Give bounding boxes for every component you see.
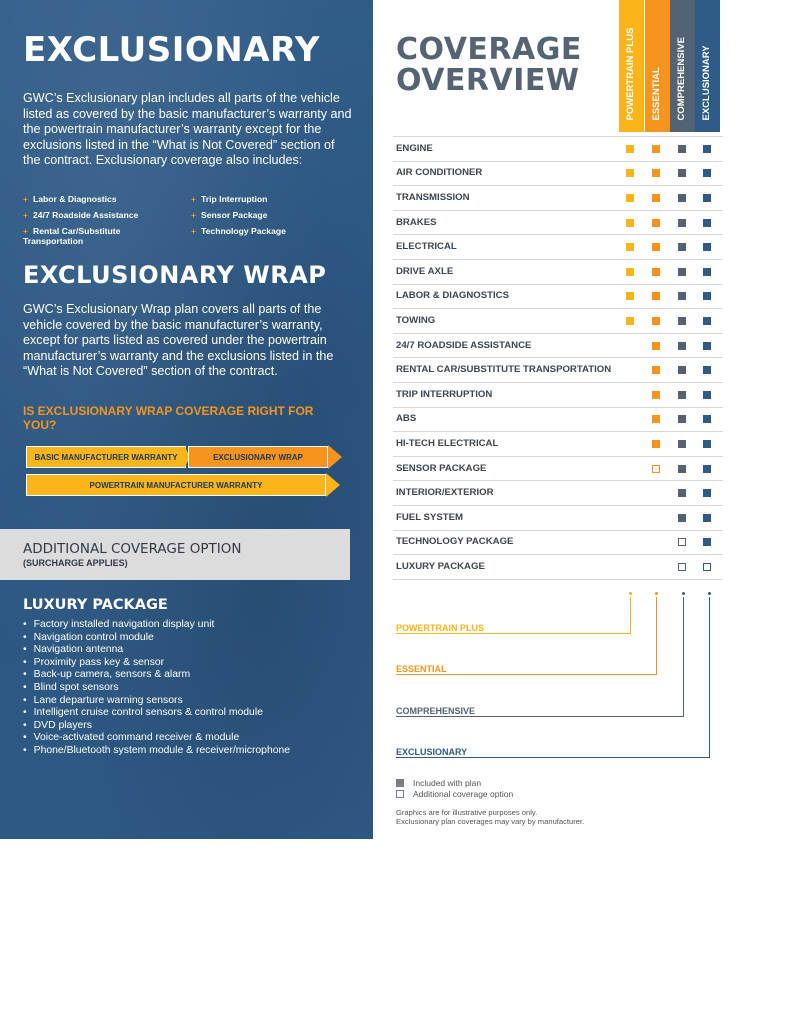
legend-line (396, 716, 684, 717)
column-header-powertrain-plus: POWERTRAIN PLUS (619, 0, 644, 132)
coverage-label: 24/7 ROADSIDE ASSISTANCE (396, 339, 532, 351)
included-coverage-icon (678, 391, 686, 399)
include-item: + Labor & Diagnostics (23, 194, 117, 204)
table-row (393, 136, 723, 161)
exclusionary-title: EXCLUSIONARY (23, 30, 320, 70)
included-coverage-icon (626, 194, 634, 202)
included-coverage-icon (652, 366, 660, 374)
list-item: • Back-up camera, sensors & alarm (23, 669, 353, 682)
included-coverage-icon (703, 145, 711, 153)
included-coverage-icon (678, 415, 686, 423)
wrap-arrow (328, 445, 342, 469)
legend-dot (655, 592, 658, 595)
included-coverage-icon (678, 440, 686, 448)
included-coverage-icon (678, 514, 686, 522)
include-item: + Technology Package (191, 226, 286, 236)
column-header-essential: ESSENTIAL (645, 0, 670, 132)
included-coverage-icon (678, 243, 686, 251)
included-coverage-icon (626, 317, 634, 325)
included-coverage-icon (626, 268, 634, 276)
exclusionary-wrap-bar: EXCLUSIONARY WRAP (188, 446, 328, 468)
table-row (393, 407, 723, 432)
included-coverage-icon (678, 268, 686, 276)
coverage-label: SENSOR PACKAGE (396, 462, 487, 474)
table-row (393, 308, 723, 333)
plus-icon: + (191, 210, 197, 220)
plus-icon: + (191, 226, 197, 236)
included-coverage-icon (703, 415, 711, 423)
included-coverage-icon (678, 194, 686, 202)
coverage-label: ENGINE (396, 142, 433, 154)
included-coverage-icon (703, 194, 711, 202)
optional-coverage-icon (678, 563, 686, 571)
included-coverage-icon (652, 391, 660, 399)
included-coverage-icon (703, 465, 711, 473)
legend-line (656, 597, 657, 674)
included-coverage-icon (703, 391, 711, 399)
coverage-label: TOWING (396, 314, 436, 326)
included-coverage-icon (626, 219, 634, 227)
included-coverage-icon (678, 219, 686, 227)
included-coverage-icon (678, 169, 686, 177)
included-coverage-icon (652, 440, 660, 448)
table-row (393, 431, 723, 456)
table-row (393, 382, 723, 407)
list-item: • Voice-activated command receiver & module (23, 732, 353, 745)
included-coverage-icon (626, 292, 634, 300)
included-coverage-icon (703, 219, 711, 227)
column-header-exclusionary: EXCLUSIONARY (695, 0, 720, 132)
additional-coverage-title: ADDITIONAL COVERAGE OPTION (23, 541, 242, 557)
legend-line (630, 597, 631, 633)
table-row (393, 161, 723, 186)
list-item: • Navigation antenna (23, 644, 353, 657)
coverage-label: HI-TECH ELECTRICAL (396, 437, 499, 449)
included-coverage-icon (626, 169, 634, 177)
plus-icon: + (23, 226, 29, 236)
coverage-label: LABOR & DIAGNOSTICS (396, 290, 509, 302)
included-coverage-icon (652, 317, 660, 325)
legend-line (709, 597, 710, 757)
legend-dot (629, 592, 632, 595)
list-item: • Proximity pass key & sensor (23, 657, 353, 670)
included-coverage-icon (678, 145, 686, 153)
list-item: • Phone/Bluetooth system module & receiver/microphone (23, 745, 353, 758)
included-coverage-icon (652, 268, 660, 276)
optional-coverage-icon (703, 563, 711, 571)
additional-coverage-subtitle: (SURCHARGE APPLIES) (23, 558, 128, 568)
coverage-label: TECHNOLOGY PACKAGE (396, 536, 514, 548)
list-item: • DVD players (23, 720, 353, 733)
powertrain-warranty-bar: POWERTRAIN MANUFACTURER WARRANTY (26, 474, 326, 496)
table-row (393, 210, 723, 235)
table-row (393, 530, 723, 555)
included-coverage-icon (703, 366, 711, 374)
included-coverage-icon (652, 243, 660, 251)
coverage-label: LUXURY PACKAGE (396, 560, 485, 572)
included-coverage-icon (678, 366, 686, 374)
table-row (393, 357, 723, 382)
table-row (393, 456, 723, 481)
table-row (393, 554, 723, 579)
included-coverage-icon (678, 317, 686, 325)
plus-icon: + (191, 194, 197, 204)
optional-coverage-icon (678, 538, 686, 546)
coverage-label: FUEL SYSTEM (396, 511, 463, 523)
coverage-label: BRAKES (396, 216, 437, 228)
included-coverage-icon (652, 415, 660, 423)
table-row (393, 259, 723, 284)
list-item: • Blind spot sensors (23, 682, 353, 695)
luxury-package-list (23, 619, 353, 758)
included-coverage-icon (703, 169, 711, 177)
include-item: + Trip Interruption (191, 194, 268, 204)
include-item: + 24/7 Roadside Assistance (23, 210, 139, 220)
legend-dot (708, 592, 711, 595)
included-coverage-icon (652, 169, 660, 177)
optional-square-icon (396, 790, 404, 798)
included-coverage-icon (703, 292, 711, 300)
coverage-label: AIR CONDITIONER (396, 167, 483, 179)
table-row (393, 505, 723, 530)
legend-label: POWERTRAIN PLUS (396, 623, 485, 633)
legend-line (396, 633, 631, 634)
coverage-label: TRIP INTERRUPTION (396, 388, 493, 400)
included-coverage-icon (703, 243, 711, 251)
disclaimer-note: Graphics are for illustrative purposes only. Exclusionary plan coverages may vary by manufacturer. (396, 808, 585, 826)
included-square-icon (396, 779, 404, 787)
included-coverage-icon (652, 145, 660, 153)
table-row (393, 284, 723, 309)
coverage-overview-title: COVERAGE OVERVIEW (396, 32, 582, 98)
coverage-label: ABS (396, 413, 417, 425)
list-item: • Navigation control module (23, 632, 353, 645)
coverage-label: TRANSMISSION (396, 191, 470, 203)
included-coverage-icon (652, 292, 660, 300)
list-item: • Lane departure warning sensors (23, 695, 353, 708)
list-item: • Intelligent cruise control sensors & control module (23, 707, 353, 720)
coverage-label: DRIVE AXLE (396, 265, 454, 277)
legend-label: COMPREHENSIVE (396, 706, 476, 716)
optional-coverage-icon (652, 465, 660, 473)
included-coverage-icon (703, 317, 711, 325)
basic-warranty-bar: BASIC MANUFACTURER WARRANTY (26, 446, 186, 468)
list-item: • Factory installed navigation display unit (23, 619, 353, 632)
included-coverage-icon (703, 538, 711, 546)
table-row (393, 480, 723, 505)
table-row (393, 333, 723, 358)
additional-coverage-box (0, 529, 350, 580)
legend-label: ESSENTIAL (396, 664, 447, 674)
include-item: + Sensor Package (191, 210, 268, 220)
luxury-package-title: LUXURY PACKAGE (23, 597, 168, 613)
coverage-label: RENTAL CAR/SUBSTITUTE TRANSPORTATION (396, 363, 612, 375)
included-coverage-icon (703, 514, 711, 522)
exclusionary-wrap-title: EXCLUSIONARY WRAP (23, 261, 327, 289)
legend-dot (682, 592, 685, 595)
included-coverage-icon (652, 194, 660, 202)
table-bottom-rule (393, 579, 723, 580)
powertrain-arrow (326, 473, 340, 497)
included-coverage-icon (703, 342, 711, 350)
legend-line (396, 674, 657, 675)
included-coverage-icon (626, 243, 634, 251)
included-coverage-icon (703, 268, 711, 276)
included-coverage-icon (652, 219, 660, 227)
included-coverage-icon (678, 342, 686, 350)
included-coverage-icon (703, 440, 711, 448)
included-coverage-icon (678, 465, 686, 473)
column-header-comprehensive: COMPREHENSIVE (670, 0, 695, 132)
legend-line (683, 597, 684, 716)
table-row (393, 185, 723, 210)
exclusionary-wrap-description: GWC’s Exclusionary Wrap plan covers all parts of the vehicle covered by the basic manufacturer’s warranty, except for parts listed as covered under the powertrain manufacturer’s warranty and the exclusions listed in the “What is Not Covered” section of the contract. (23, 302, 334, 378)
included-coverage-icon (678, 489, 686, 497)
left-panel (0, 0, 373, 839)
legend-line (396, 757, 710, 758)
plus-icon: + (23, 210, 29, 220)
coverage-label: ELECTRICAL (396, 240, 457, 252)
included-coverage-icon (678, 292, 686, 300)
legend-label: EXCLUSIONARY (396, 747, 468, 757)
exclusionary-description: GWC’s Exclusionary plan includes all parts of the vehicle listed as covered by the basic manufacturer’s warranty and the powertrain manufacturer’s warranty except for the exclusions listed in the “What is Not Covered” section of the contract. Exclusionary coverage also includes: (23, 91, 352, 167)
include-item: + Rental Car/Substitute Transportation (23, 226, 121, 246)
wrap-question: IS EXCLUSIONARY WRAP COVERAGE RIGHT FOR YOU? (23, 404, 314, 432)
included-coverage-icon (652, 342, 660, 350)
included-coverage-icon (703, 489, 711, 497)
table-row (393, 234, 723, 259)
plus-icon: + (23, 194, 29, 204)
coverage-label: INTERIOR/EXTERIOR (396, 486, 494, 498)
included-coverage-icon (626, 145, 634, 153)
